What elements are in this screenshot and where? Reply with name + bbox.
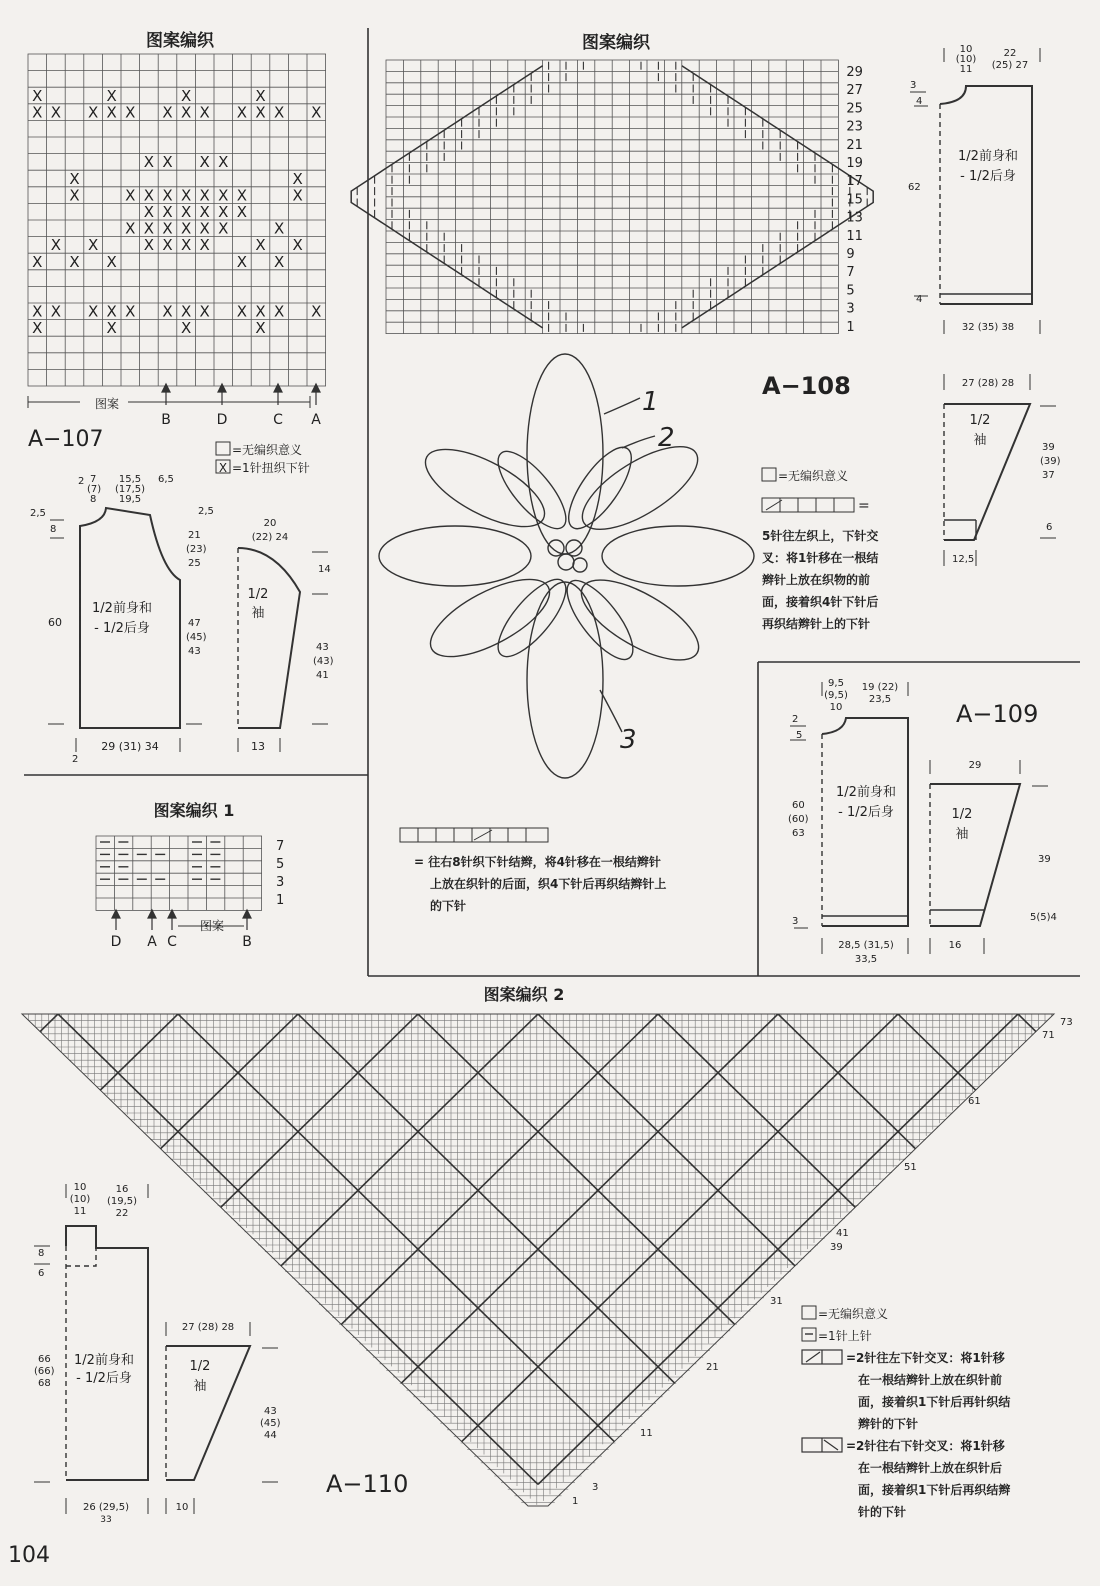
a107-dim-armhole-b: (23) [186,544,207,555]
a108-legend-8st-symbol [400,828,548,842]
lattice-cable [0,1014,58,1484]
pattern1-title: 图案编织 1 [153,801,235,820]
twisted-stitch-mark: X [255,86,266,105]
twisted-stitch-mark: X [180,236,192,255]
twisted-stitch-mark: X [162,186,173,205]
a110-sleeve-dim-len-c: 44 [264,1430,277,1441]
a107-pattern-label: 图案 [94,397,120,411]
a109-body-outline [822,718,908,926]
pattern1-row-5: 5 [276,857,285,872]
a110-dim-top-f: 22 [115,1208,129,1219]
a108-dim-neck-a: 3 [910,80,917,91]
twisted-stitch-mark: X [87,103,99,122]
a107-dim-tl-a: 2 [78,476,85,487]
a107-dim-left-shoulder: 2,5 [30,508,46,519]
a108-row-number: 29 [846,65,863,80]
a107-dim-side-c: 43 [188,646,201,657]
a110-dim-height-a: 66 [38,1354,51,1365]
pattern1-row-1: 1 [276,893,285,908]
a109-dim-top-c: 10 [829,702,843,713]
a107-dim-side-a: 47 [188,618,201,629]
a109-dim-hem: 3 [792,916,799,927]
a110-neck-dash [66,1248,96,1266]
twisted-stitch-mark: X [143,186,155,205]
a110-legend-blank-symbol [802,1306,816,1319]
a109-dim-neck-a: 2 [792,714,799,725]
a110-legend-right-cross-2: 在一根结辫针上放在织针后 [858,1461,1003,1475]
a110-dim-top-a: 10 [73,1182,87,1193]
a110-legend-left-cross-1: =2针往左下针交叉：将1针移 [846,1351,1005,1365]
a108-sleeve-dim-len-a: 39 [1042,442,1055,453]
pattern1-marker-d: D [110,934,122,950]
twisted-stitch-mark: X [32,319,43,338]
a110-dim-bottom-b: 33 [100,1515,112,1525]
twisted-stitch-mark: X [162,103,173,122]
a108-row-number: 21 [846,137,863,153]
twisted-stitch-mark: X [125,186,136,205]
a108-row-number: 13 [846,210,863,226]
a110-dim-height-b: (66) [34,1366,55,1377]
a110-dim-top-c: 11 [73,1206,87,1217]
a109-dim-top-b: (9,5) [824,690,848,701]
twisted-stitch-mark: X [69,252,80,271]
a110-legend-right-cross-4: 针的下针 [858,1505,907,1519]
a108-row-number: 27 [846,83,863,99]
pattern2-row-71: 71 [1042,1030,1055,1041]
a107-marker-d: D [216,412,228,428]
twisted-stitch-mark: X [199,203,210,221]
twisted-stitch-mark: X [255,236,266,255]
twisted-stitch-mark: X [236,186,248,205]
pattern1-stitch-chart [96,836,262,910]
a109-dim-bottom-a: 28,5 (31,5) [838,940,894,951]
twisted-stitch-mark: X [106,252,117,271]
a110-legend-left-cross-symbol [802,1350,842,1364]
a110-body-label-2: - 1/2后身 [76,1371,132,1386]
a107-dim-side-b: (45) [186,632,207,643]
twisted-stitch-mark: X [87,236,99,255]
a108-row-number: 9 [846,247,855,262]
a108-legend-8st-1: = 往右8针织下针结辫，将4针移在一根结辫针 [414,855,661,869]
a107-dim-tr: 6,5 [158,474,174,485]
twisted-stitch-mark: X [162,153,173,172]
a108-dim-hem: 4 [916,294,923,305]
flower-center [566,540,582,556]
a108-legend-8st-2: 上放在织针的后面，织4下针后再织结辫针上 [430,877,667,891]
a110-dim-bottom-a: 26 (29,5) [83,1502,129,1513]
a110-legend-left-cross-3: 面，接着织1下针后再针织结 [858,1395,1011,1409]
pattern2-row-51: 51 [904,1162,917,1173]
a107-legend-x-text: =1针扭织下针 [232,461,310,475]
twisted-stitch-mark: X [162,203,173,221]
a109-section [788,678,1057,965]
a108-flower-motif [379,354,754,778]
a107-sleeve-dim-len-b: (43) [313,656,334,667]
a108-row-number: 19 [846,156,863,171]
twisted-stitch-mark: X [199,302,210,321]
a108-sleeve-ticks [944,374,1056,566]
lattice-cable [1018,1014,1100,1484]
twisted-stitch-mark: X [180,86,192,105]
pattern2-row-1: 1 [572,1496,579,1507]
a107-dim-tm-a: 15,5 [118,474,142,485]
twisted-stitch-mark: X [311,302,322,321]
a109-sleeve-outline [930,784,1020,926]
twisted-stitch-mark: X [180,319,192,338]
a108-row-numbers [846,65,863,335]
a107-section [28,30,334,765]
pattern2-section [0,985,1100,1507]
a109-id: A−109 [956,700,1039,728]
flower-petal [420,564,561,672]
a109-sleeve-label-1: 1/2 [951,807,973,822]
a108-dim-bottom: 32 (35) 38 [961,322,1015,333]
a108-section [351,32,1060,913]
pattern1-markers [112,910,251,930]
twisted-stitch-mark: X [143,203,155,221]
a108-legend-5st-eq: = [858,498,870,514]
twisted-stitch-mark: X [106,302,117,321]
pattern1-pattern-label: 图案 [199,919,225,933]
a108-sleeve-dim-len-c: 37 [1042,470,1055,481]
a108-row-number: 11 [846,228,863,244]
twisted-stitch-mark: X [255,319,266,338]
lattice-cable [898,1014,1100,1484]
twisted-stitch-mark: X [255,302,266,321]
flower-center [573,558,587,572]
pattern2-row-3: 3 [592,1482,599,1493]
a107-sleeve-dim-len-a: 43 [316,642,329,653]
twisted-stitch-mark: X [162,302,173,321]
a107-sleeve-dim-bottom: 13 [251,740,265,753]
a110-dim-neck-a: 8 [38,1248,45,1259]
lattice-cable [0,1014,178,1484]
a107-marker-a: A [311,412,321,428]
a110-dim-top-e: (19,5) [106,1196,138,1207]
a110-dim-height-c: 68 [38,1378,51,1389]
pattern2-row-61: 61 [968,1096,981,1107]
twisted-stitch-mark: X [180,103,192,122]
flower-petal [527,582,603,778]
twisted-stitch-mark: X [50,103,62,122]
a108-sleeve-dim-bottom: 12,5 [952,554,975,565]
twisted-stitch-mark: X [69,169,80,188]
a107-dim-armhole-c: 25 [188,558,201,569]
a108-legend-8st-3: 的下针 [430,899,467,913]
pattern1-marker-a: A [147,934,157,950]
twisted-stitch-mark: X [199,236,210,255]
a109-sleeve-dim-len: 39 [1038,854,1051,865]
lattice-cable [658,1014,1100,1484]
a108-sleeve-dim-top: 27 (28) 28 [961,378,1015,389]
pattern1-marker-c: C [167,934,177,950]
a109-dim-neck-b: 5 [796,730,803,741]
a107-body-outline [80,508,180,728]
twisted-stitch-mark: X [292,236,303,255]
pattern2-row-73: 73 [1060,1017,1073,1028]
a107-marker-c: C [273,412,283,428]
a108-legend-blank-text: =无编织意义 [778,469,849,483]
a109-dim-height-a: 60 [792,800,805,811]
a109-dim-top-e: 23,5 [868,694,892,705]
pattern2-row-31: 31 [770,1296,783,1307]
a110-sleeve-dim-top: 27 (28) 28 [181,1322,235,1333]
flower-center [558,554,574,570]
a110-dim-top-d: 16 [115,1184,129,1195]
a110-sleeve-dim-len-a: 43 [264,1406,277,1417]
a107-body-label-2: - 1/2后身 [94,621,150,636]
a108-flower-label-3: 3 [620,725,637,755]
a109-sleeve-dim-cuff: 5(5)4 [1030,912,1057,923]
a108-dim-top-c: 11 [959,64,973,75]
twisted-stitch-mark: X [32,86,43,105]
a108-dim-top-a: 10 [959,44,973,55]
a108-body-label-1: 1/2前身和 [958,149,1018,164]
a110-legend-right-cross-3: 面，接着织1下针后再织结辫 [858,1483,1011,1497]
twisted-stitch-mark: X [199,153,210,172]
twisted-stitch-mark: X [180,203,192,221]
a107-body-label-1: 1/2前身和 [92,601,152,616]
a108-row-number: 3 [846,301,855,317]
a108-row-number: 5 [846,283,855,299]
a110-dim-neck-b: 6 [38,1268,45,1279]
pattern2-title: 图案编织 2 [483,985,565,1004]
twisted-stitch-mark: X [236,203,248,221]
twisted-stitch-mark: X [87,302,99,321]
twisted-stitch-mark: X [199,219,210,238]
a109-sleeve-label-2: 袖 [955,827,969,842]
a107-sleeve-dim-cap: 14 [318,564,331,575]
lattice-cable [0,1014,418,1484]
lattice-cable [0,1014,418,1484]
twisted-stitch-mark: X [32,302,43,321]
a108-dim-top-e: (25) 27 [991,60,1029,71]
a107-sleeve-dim-top-a: 20 [263,518,277,529]
a109-dim-height-c: 63 [792,828,805,839]
twisted-stitch-mark: X [218,219,229,238]
twisted-stitch-mark: X [292,186,303,205]
a110-body-label-1: 1/2前身和 [74,1353,134,1368]
a107-sleeve-dim-len-c: 41 [316,670,329,681]
a107-sleeve-label-1: 1/2 [247,587,269,602]
twisted-stitch-mark: X [273,219,285,238]
a108-body-label-2: - 1/2后身 [960,169,1016,184]
twisted-stitch-mark: X [180,219,192,238]
a110-legend-left-cross-2: 在一根结辫针上放在织针前 [858,1373,1003,1387]
a107-id: A−107 [28,427,104,452]
a108-row-number: 25 [846,101,863,117]
a108-stitch-chart [386,60,838,334]
twisted-stitch-mark: X [218,186,229,205]
twisted-stitch-mark: X [106,103,117,122]
a108-sleeve-label-2: 袖 [973,433,987,448]
a110-legend-right-cross-symbol [802,1438,842,1452]
pattern2-row-11: 11 [640,1428,653,1439]
a109-body-label-2: - 1/2后身 [838,805,894,820]
a108-row-number: 1 [846,319,855,335]
a110-legend-left-cross-4: 辫针的下针 [858,1417,919,1431]
twisted-stitch-mark: X [180,186,192,205]
a107-dim-armhole-a: 21 [188,530,201,541]
a108-legend-5st-2: 叉：将1针移在一根结 [762,551,879,565]
a108-legend-blank-symbol [762,468,776,481]
twisted-stitch-mark: X [218,153,229,172]
twisted-stitch-mark: X [125,219,136,238]
twisted-stitch-mark: X [273,252,285,271]
a107-chart-title: 图案编织 [146,31,214,51]
a109-dim-top-d: 19 (22) [861,682,899,693]
a108-dim-neck-b: 4 [916,96,923,107]
a108-chart-title: 图案编织 [582,33,650,53]
twisted-stitch-mark: X [255,103,266,122]
pattern2-triangle-border [22,1014,1054,1506]
page-number: 104 [8,1543,50,1568]
flower-petal [487,570,576,667]
pattern1-row-3: 3 [276,875,285,890]
pattern2-row-39: 39 [830,1242,843,1253]
a110-dim-top-b: (10) [69,1194,91,1205]
a109-dim-height-b: (60) [788,814,809,825]
a107-pattern-repeat-bracket [28,396,310,408]
a109-sleeve-dim-top: 29 [968,760,982,771]
twisted-stitch-mark: X [50,236,62,255]
a108-body-ticks [910,48,1040,334]
twisted-stitch-mark: X [180,302,192,321]
a108-legend-5st-5: 再织结辫针上的下针 [762,617,871,631]
a107-dim-bottom-left: 2 [72,754,79,765]
a107-legend-x-glyph: X [218,461,228,475]
pattern2-row-41: 41 [836,1228,849,1239]
a107-dim-tl-b: 7 [90,474,97,485]
twisted-stitch-mark: X [162,236,173,255]
twisted-stitch-mark: X [311,103,322,122]
a108-legend-5st-4: 面，接着织4针下针后 [762,595,879,609]
a107-dim-tl-d: 8 [90,494,97,505]
a108-legend-5st-3: 辫针上放在织物的前 [762,573,871,587]
twisted-stitch-mark: X [162,219,173,238]
a109-sleeve-dim-bottom: 16 [948,940,962,951]
flower-petal [556,571,643,669]
a109-dim-bottom-b: 33,5 [854,954,878,965]
twisted-stitch-mark: X [273,302,285,321]
flower-petal [570,564,710,675]
a108-id: A−108 [762,372,851,400]
flower-petal [415,434,556,542]
a107-dim-tl-c: (7) [87,484,102,495]
a110-ticks [34,1184,278,1514]
twisted-stitch-mark: X [199,186,210,205]
twisted-stitch-mark: X [273,103,285,122]
a108-dim-height: 62 [908,182,921,193]
a107-marker-b: B [161,412,171,428]
a108-body-outline [940,86,1032,304]
twisted-stitch-mark: X [32,103,43,122]
twisted-stitch-mark: X [50,302,62,321]
twisted-stitch-mark: X [69,186,80,205]
a110-legend-blank-text: =无编织意义 [818,1307,889,1321]
twisted-stitch-mark: X [292,169,303,188]
a110-sleeve-label-1: 1/2 [189,1359,211,1374]
a108-legend-5st-symbol [762,498,854,512]
a107-legend-blank-text: =无编织意义 [232,443,303,457]
a107-dim-bottom: 29 (31) 34 [101,740,159,753]
twisted-stitch-mark: X [236,252,248,271]
twisted-stitch-mark: X [199,103,210,122]
twisted-stitch-mark: X [125,103,136,122]
a110-id: A−110 [326,1470,409,1498]
pattern2-triangle-chart [22,1014,1054,1506]
pattern2-row-21: 21 [706,1362,719,1373]
a108-sleeve-dim-cuff: 6 [1046,522,1053,533]
twisted-stitch-mark: X [106,319,117,338]
flower-petal [379,526,531,586]
a110-sleeve-dim-bottom: 10 [175,1502,189,1513]
a110-legend-purl-text: =1针上针 [818,1329,872,1343]
a108-row-number: 7 [846,265,855,281]
twisted-stitch-mark: X [236,302,248,321]
a109-body-label-1: 1/2前身和 [836,785,896,800]
a107-legend-blank-symbol [216,442,230,455]
a108-sleeve-dim-len-b: (39) [1040,456,1061,467]
a108-row-number: 17 [846,174,863,190]
flower-petal [570,431,709,545]
a108-legend-5st-1: 5针往左织上，下针交 [762,529,879,543]
a108-row-number: 23 [846,119,863,135]
a107-dim-tm-b: (17,5) [114,484,146,495]
a108-flower-label-1: 1 [642,387,659,417]
lattice-cable [658,1014,1100,1484]
a109-dim-top-a: 9,5 [828,678,844,689]
a107-dim-right-shoulder: 2,5 [198,506,214,517]
a110-sleeve-dim-len-b: (45) [260,1418,281,1429]
twisted-stitch-mark: X [143,219,155,238]
twisted-stitch-mark: X [143,153,155,172]
a110-sleeve-label-2: 袖 [193,1379,207,1394]
twisted-stitch-mark: X [106,86,117,105]
a107-dim-tm-c: 19,5 [118,494,142,505]
flower-petal [602,526,754,586]
a108-flower-label-2: 2 [658,423,675,453]
a108-row-number: 15 [846,192,863,208]
a107-dim-height: 60 [48,616,62,629]
a108-dim-top-d: 22 [1003,48,1017,59]
flower-center [548,540,564,556]
a108-dim-top-b: (10) [955,54,977,65]
twisted-stitch-mark: X [236,103,248,122]
a108-sleeve-label-1: 1/2 [969,413,991,428]
a107-sleeve-dim-top-b: (22) 24 [251,532,289,543]
a107-sleeve-label-2: 袖 [251,606,265,621]
twisted-stitch-mark: X [218,203,229,221]
pattern1-marker-b: B [242,934,252,950]
a107-dim-left-neck: 8 [50,524,57,535]
a110-legend-right-cross-1: =2针往右下针交叉：将1针移 [846,1439,1005,1453]
twisted-stitch-mark: X [125,302,136,321]
twisted-stitch-mark: X [32,252,43,271]
pattern1-row-7: 7 [276,839,285,854]
pattern1-section [96,801,284,950]
twisted-stitch-mark: X [143,236,155,255]
a107-sleeve-outline [238,548,300,728]
